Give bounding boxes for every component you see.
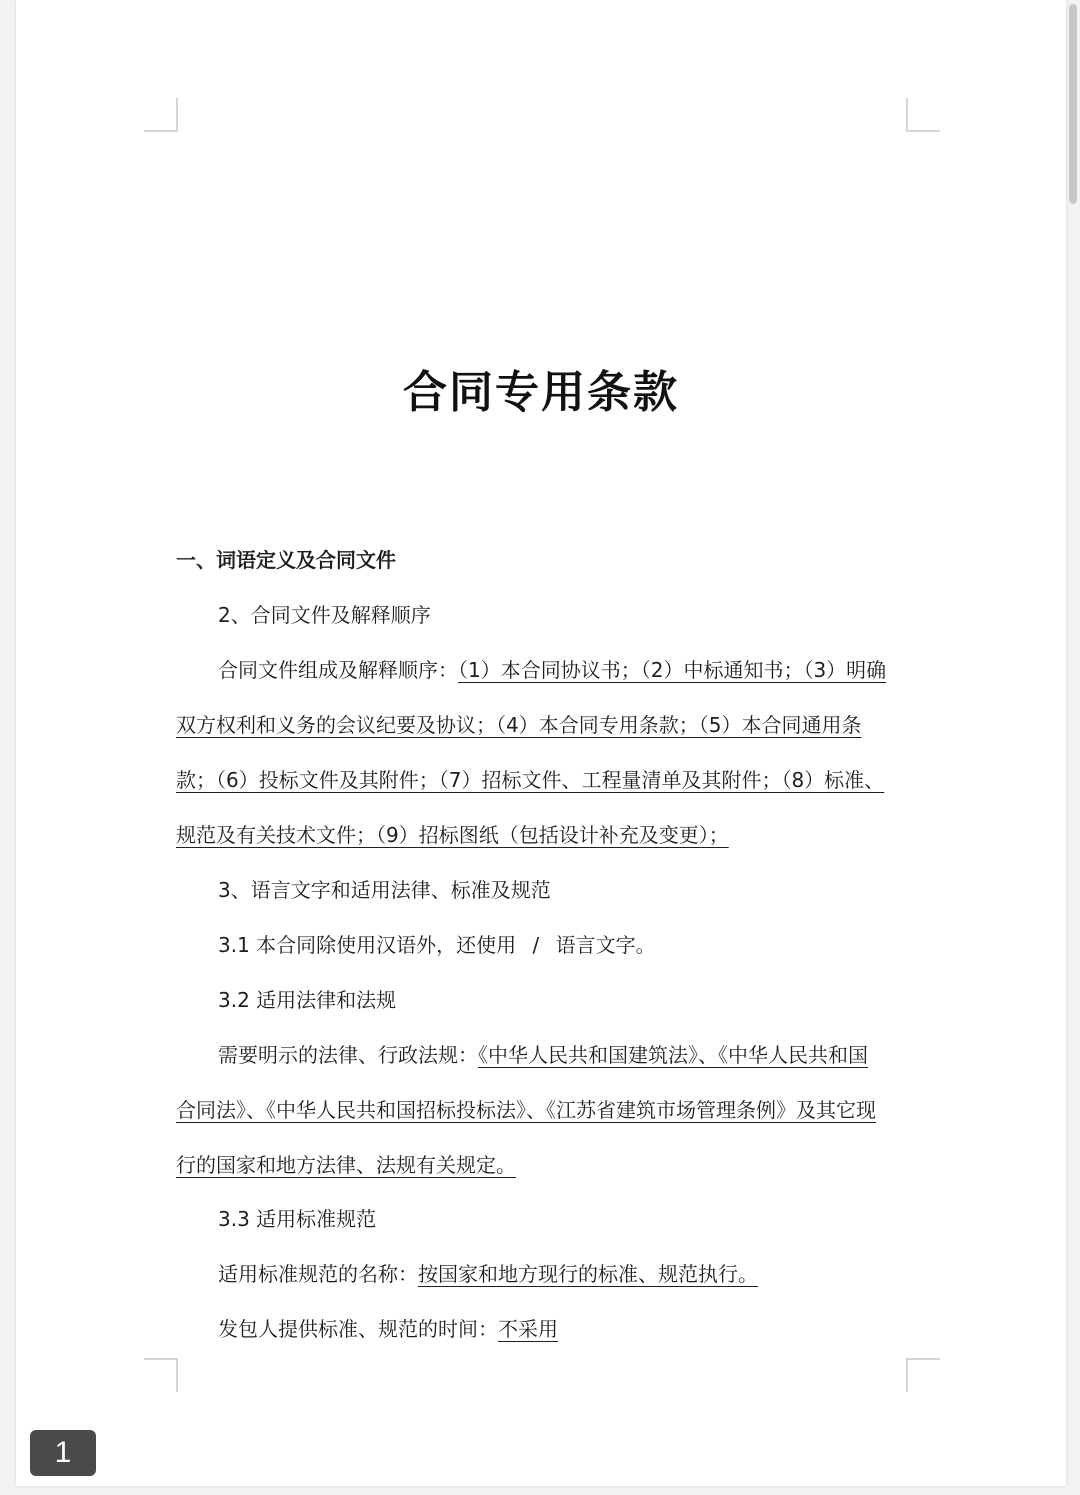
filled-field: （1）本合同协议书；（2）中标通知书；（3）明确 xyxy=(458,658,887,682)
filled-field: 规范及有关技术文件；（9）招标图纸（包括设计补充及变更）； xyxy=(176,823,729,847)
margin-mark-top-left xyxy=(144,98,178,132)
paragraph-line xyxy=(176,1095,936,1125)
clause-text: 3.1 本合同除使用汉语外，还使用 xyxy=(218,933,517,957)
filled-field: 双方权利和义务的会议纪要及协议；（4）本合同专用条款；（5）本合同通用条 xyxy=(176,713,862,737)
filled-field: / xyxy=(532,933,540,957)
section-heading-3: 3、语言文字和适用法律、标准及规范 xyxy=(218,878,551,902)
filled-field: 合同法》、《中华人民共和国招标投标法》、《江苏省建筑市场管理条例》及其它现 xyxy=(176,1098,876,1122)
filled-field: 行的国家和地方法律、法规有关规定。 xyxy=(176,1153,516,1177)
vertical-scrollbar[interactable] xyxy=(1066,0,1080,1495)
paragraph-line xyxy=(176,710,936,740)
subsection-heading-3-3: 3.3 适用标准规范 xyxy=(218,1207,377,1231)
filled-field: 《中华人民共和国建筑法》、《中华人民共和国 xyxy=(478,1043,868,1067)
paragraph-line xyxy=(218,930,938,960)
margin-mark-top-right xyxy=(906,98,940,132)
document-page xyxy=(16,0,1066,1486)
field-label: 合同文件组成及解释顺序： xyxy=(218,658,458,682)
field-label: 发包人提供标准、规范的时间： xyxy=(218,1317,498,1341)
filled-field: 按国家和地方现行的标准、规范执行。 xyxy=(418,1262,758,1286)
clause-text: 语言文字。 xyxy=(555,933,656,957)
field-label: 需要明示的法律、行政法规： xyxy=(218,1043,478,1067)
filled-field: 不采用 xyxy=(498,1317,558,1341)
margin-mark-bottom-right xyxy=(906,1358,940,1392)
paragraph-line xyxy=(176,765,936,795)
document-title: 合同专用条款 xyxy=(403,367,679,418)
field-label: 适用标准规范的名称： xyxy=(218,1262,418,1286)
paragraph-line xyxy=(176,820,936,850)
filled-field: 款；（6）投标文件及其附件；（7）招标文件、工程量清单及其附件；（8）标准、 xyxy=(176,768,885,792)
subsection-heading-3-2: 3.2 适用法律和法规 xyxy=(218,988,397,1012)
paragraph-line xyxy=(176,1150,936,1180)
paragraph-line xyxy=(218,1259,938,1289)
scrollbar-thumb[interactable] xyxy=(1069,4,1077,204)
margin-mark-bottom-left xyxy=(144,1358,178,1392)
page-number-badge: 1 xyxy=(30,1430,96,1476)
paragraph-line xyxy=(218,1040,938,1070)
paragraph-line xyxy=(218,1314,938,1344)
section-heading-2: 2、合同文件及解释顺序 xyxy=(218,603,431,627)
paragraph-line xyxy=(218,655,938,685)
section-heading-1: 一、词语定义及合同文件 xyxy=(176,548,396,572)
